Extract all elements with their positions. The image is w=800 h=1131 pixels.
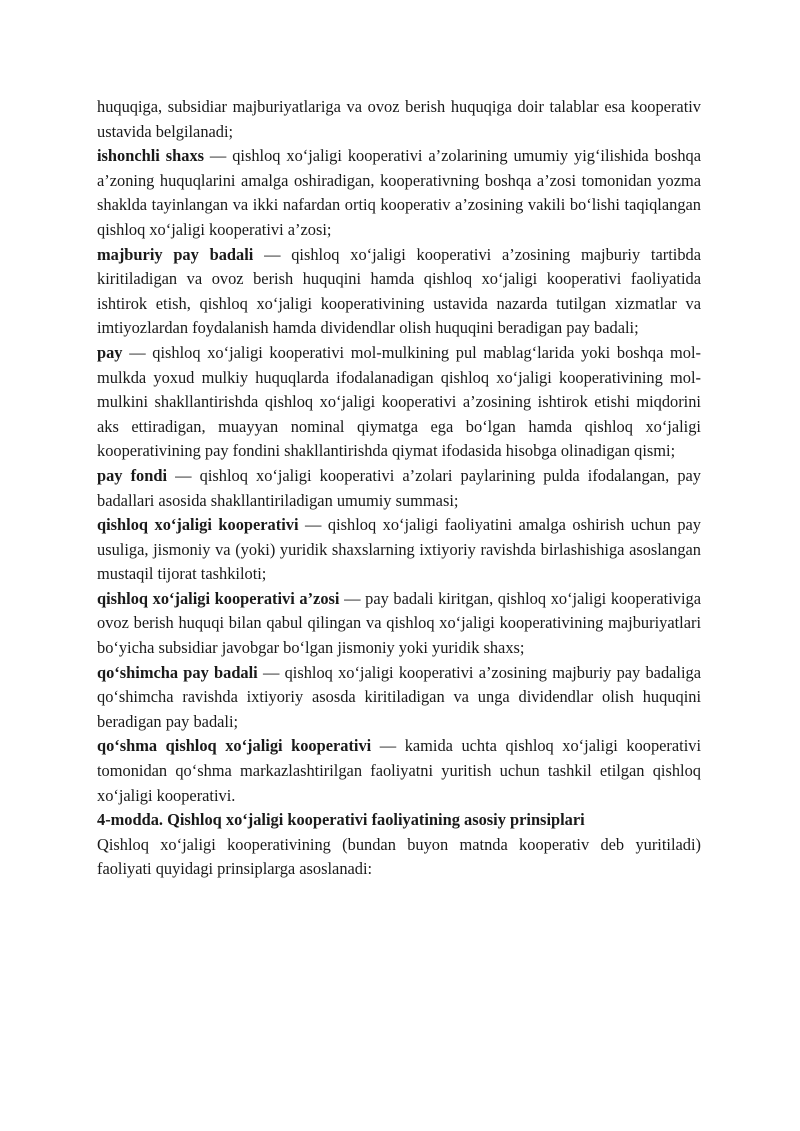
- definition-majburiy-pay-badali: [97, 243, 701, 341]
- definition-continuation: [97, 95, 701, 144]
- definition-term: qo‘shma qishloq xo‘jaligi kooperativi: [97, 736, 372, 756]
- definition-text: — qishloq xo‘jaligi kooperativi a’zosining majburiy pay badaliga qo‘shimcha ravishda ixtiyoriy asosda kiritiladigan va unga dividendlar olish huquqini beradigan pay badali;: [97, 662, 701, 731]
- definition-text: — qishloq xo‘jaligi faoliyatini amalga oshirish uchun pay usuliga, jismoniy va (yoki) yuridik shaxslarning ixtiyoriy ravishda birlashishiga asoslangan mustaqil tijorat tashkiloti;: [97, 515, 701, 584]
- article-heading: 4-modda. Qishloq xo‘jaligi kooperativi faoliyatining asosiy prinsiplari: [97, 810, 585, 830]
- definition-pay-fondi: [97, 464, 701, 513]
- definition-term: qishloq xo‘jaligi kooperativi: [97, 515, 299, 535]
- definition-text: huquqiga, subsidiar majburiyatlariga va ovoz berish huquqiga doir talablar esa kooperativ ustavida belgilanadi;: [97, 97, 701, 141]
- definition-text: — qishloq xo‘jaligi kooperativi a’zolari paylarining pulda ifodalangan, pay badallari asosida shakllantiriladigan umumiy summasi;: [97, 465, 701, 510]
- definition-qoshma-kooperativ: [97, 734, 701, 808]
- definition-term: ishonchli shaxs: [97, 146, 205, 166]
- document-page: [97, 95, 701, 882]
- definition-term: qo‘shimcha pay badali: [97, 662, 258, 682]
- definition-kooperativ-azosi: [97, 587, 701, 661]
- definition-text: — qishloq xo‘jaligi kooperativi mol-mulkining pul mablag‘larida yoki boshqa mol-mulkda yoxud mulkiy huquqlarda ifodalanadigan qishloq xo‘jaligi kooperativining mol-mulkini shakllantirishda qishloq xo‘jaligi kooperativi a’zosining ishtirok etishi miqdorini aks ettiradigan, muayyan nominal qiymatga ega bo‘lgan hamda qishloq xo‘jaligi kooperativining pay fondini shakllantirishda qiymat ifodasida hisobga olinadigan qismi;: [97, 342, 701, 461]
- definition-term: qishloq xo‘jaligi kooperativi a’zosi: [97, 588, 340, 608]
- definition-term: majburiy pay badali: [97, 244, 254, 264]
- article-intro: Qishloq xo‘jaligi kooperativining (bundan buyon matnda kooperativ deb yuritiladi) faoliyati quyidagi prinsiplarga asoslanadi:: [97, 834, 701, 879]
- definition-kooperativ: [97, 513, 701, 587]
- definition-text: — kamida uchta qishloq xo‘jaligi kooperativi tomonidan qo‘shma markazlashtirilgan faoliyatni yuritish uchun tashkil etilgan qishloq xo‘jaligi kooperativi.: [97, 736, 702, 805]
- definition-term: pay: [97, 342, 123, 362]
- definition-pay: [97, 341, 701, 464]
- definition-term: pay fondi: [97, 465, 168, 485]
- definition-qoshimcha-pay-badali: [97, 661, 701, 735]
- definition-ishonchli-shaxs: [97, 144, 701, 242]
- definition-text: — pay badali kiritgan, qishloq xo‘jaligi kooperativiga ovoz berish huquqi bilan qabul qilingan va qishloq xo‘jaligi kooperativining majburiyatlari bo‘yicha subsidiar javobgar bo‘lgan jismoniy yoki yuridik shaxs;: [97, 588, 701, 658]
- definition-text: — qishloq xo‘jaligi kooperativi a’zolarining umumiy yig‘ilishida boshqa a’zoning huquqlarini amalga oshiradigan, kooperativning boshqa a’zosi tomonidan yozma shaklda tayinlangan va ikki nafardan ortiq kooperativ a’zosining vakili bo‘lishi taqiqlangan qishloq xo‘jaligi kooperativi a’zosi;: [97, 146, 702, 239]
- definition-text: — qishloq xo‘jaligi kooperativi a’zosining majburiy tartibda kiritiladigan va ovoz berish huquqini hamda qishloq xo‘jaligi kooperativi faoliyatida ishtirok etish, qishloq xo‘jaligi kooperativining ustavida nazarda tutilgan xizmatlar va imtiyozlardan foydalanish hamda dividendlar olish huquqini beradigan pay badali;: [97, 244, 701, 338]
